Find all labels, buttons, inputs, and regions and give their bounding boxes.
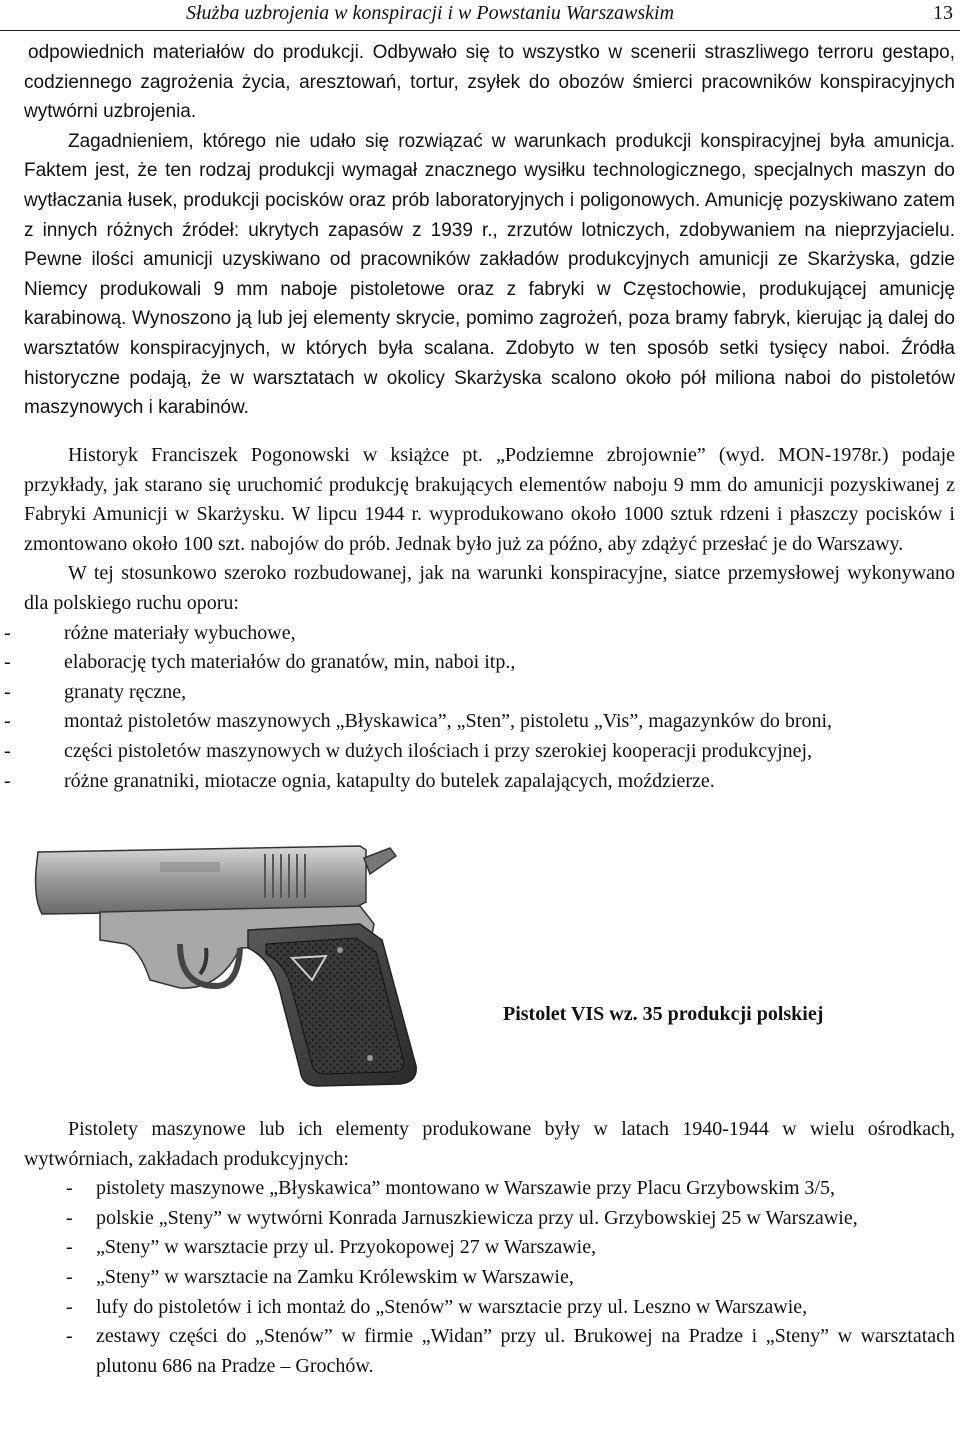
list-item: - różne granatniki, miotacze ognia, katapulty do butelek zapalających, moździerze.: [24, 767, 955, 797]
list-item: - montaż pistoletów maszynowych „Błyskawica”, „Sten”, pistoletu „Vis”, magazynków do broni,: [24, 707, 955, 737]
paragraph-1: odpowiednich materiałów do produkcji. Odbywało się to wszystko w scenerii straszliwego terroru gestapo, codziennego zagrożenia życia, aresztowań, tortur, zsyłek do obozów śmierci pracowników konspiracyjnych wytwórni uzbrojenia.: [24, 42, 955, 123]
running-title: Służba uzbrojenia w konspiracji i w Powstaniu Warszawskim: [186, 2, 675, 24]
list-item: - zestawy części do „Stenów” w firmie „Widan” przy ul. Brukowej na Pradze i „Steny” w warsztatach plutonu 686 na Pradze – Grochów.: [24, 1322, 955, 1381]
page-header: [0, 0, 960, 31]
list-item: - „Steny” w warsztacie na Zamku Królewskim w Warszawie,: [24, 1263, 955, 1293]
production-list: [24, 619, 955, 797]
list-item: - „Steny” w warsztacie przy ul. Przyokopowej 27 w Warszawie,: [24, 1233, 955, 1263]
text-section-3: [24, 1115, 955, 1381]
text-section-2: [24, 441, 955, 796]
paragraph-2: Zagadnieniem, którego nie udało się rozwiązać w warunkach produkcji konspiracyjnej była amunicja. Faktem jest, że ten rodzaj produkcji wymagał znacznego wysiłku technologicznego, specjalnych maszyn do wytłaczania łusek, produkcji pocisków oraz prób laboratoryjnych i poligonowych. Amunicję pozyskiwano zatem z innych różnych źródeł: ukrytych zapasów z 1939 r., zrzutów lotniczych, zdobywaniem na nieprzyjacielu. Pewne ilości amunicji uzyskiwano od pracowników zakładów produkcyjnych amunicji ze Skarżyska, gdzie Niemcy produkowali 9 mm naboje pistoletowe oraz z fabryki w Częstochowie, produkującej amunicję karabinową. Wynoszono ją lub jej elementy skrycie, pomimo zagrożeń, poza bramy fabryk, kierując ją dalej do warsztatów konspiracyjnych, w których była scalana. Zdobyto w ten sposób setki tysięcy naboi. Źródła historyczne podają, że w warsztatach w okolicy Skarżyska scalono około pół miliona naboi do pistoletów maszynowych i karabinów.: [24, 130, 955, 419]
list-item: - polskie „Steny” w wytwórni Konrada Jarnuszkiewicza przy ul. Grzybowskiej 25 w Warszawie,: [24, 1204, 955, 1234]
workshops-list: [24, 1174, 955, 1381]
paragraph-3: Historyk Franciszek Pogonowski w książce pt. „Podziemne zbrojownie” (wyd. MON-1978r.) podaje przykłady, jak starano się uruchomić produkcję brakujących elementów naboju 9 mm do amunicji pozyskiwanej z Fabryki Amunicji w Skarżysku. W lipcu 1944 r. wyprodukowano około 1000 sztuk rdzeni i płaszczy pocisków i zmontowano około 100 szt. nabojów do prób. Jednak było już za późno, aby zdążyć przesłać je do Warszawy.: [24, 444, 955, 555]
list-item: - lufy do pistoletów i ich montaż do „Stenów” w warsztacie przy ul. Leszno w Warszawie,: [24, 1293, 955, 1323]
list-item: - pistolety maszynowe „Błyskawica” montowano w Warszawie przy Placu Grzybowskim 3/5,: [24, 1174, 955, 1204]
paragraph-5: Pistolety maszynowe lub ich elementy produkowane były w latach 1940-1944 w wielu ośrodkach, wytwórniach, zakładach produkcyjnych:: [24, 1118, 955, 1170]
pistol-vis-photo: [30, 840, 450, 1090]
list-item: - części pistoletów maszynowych w dużych ilościach i przy szerokiej kooperacji produkcyjnej,: [24, 737, 955, 767]
list-item: - różne materiały wybuchowe,: [24, 619, 955, 649]
figure-caption: Pistolet VIS wz. 35 produkcji polskiej: [503, 1003, 824, 1025]
page-number: 13: [933, 2, 953, 24]
paragraph-4: W tej stosunkowo szeroko rozbudowanej, jak na warunki konspiracyjne, siatce przemysłowej wykonywano dla polskiego ruchu oporu:: [24, 562, 955, 614]
list-item: - granaty ręczne,: [24, 678, 955, 708]
list-item: - elaborację tych materiałów do granatów, min, naboi itp.,: [24, 648, 955, 678]
text-section-1: [24, 38, 955, 423]
